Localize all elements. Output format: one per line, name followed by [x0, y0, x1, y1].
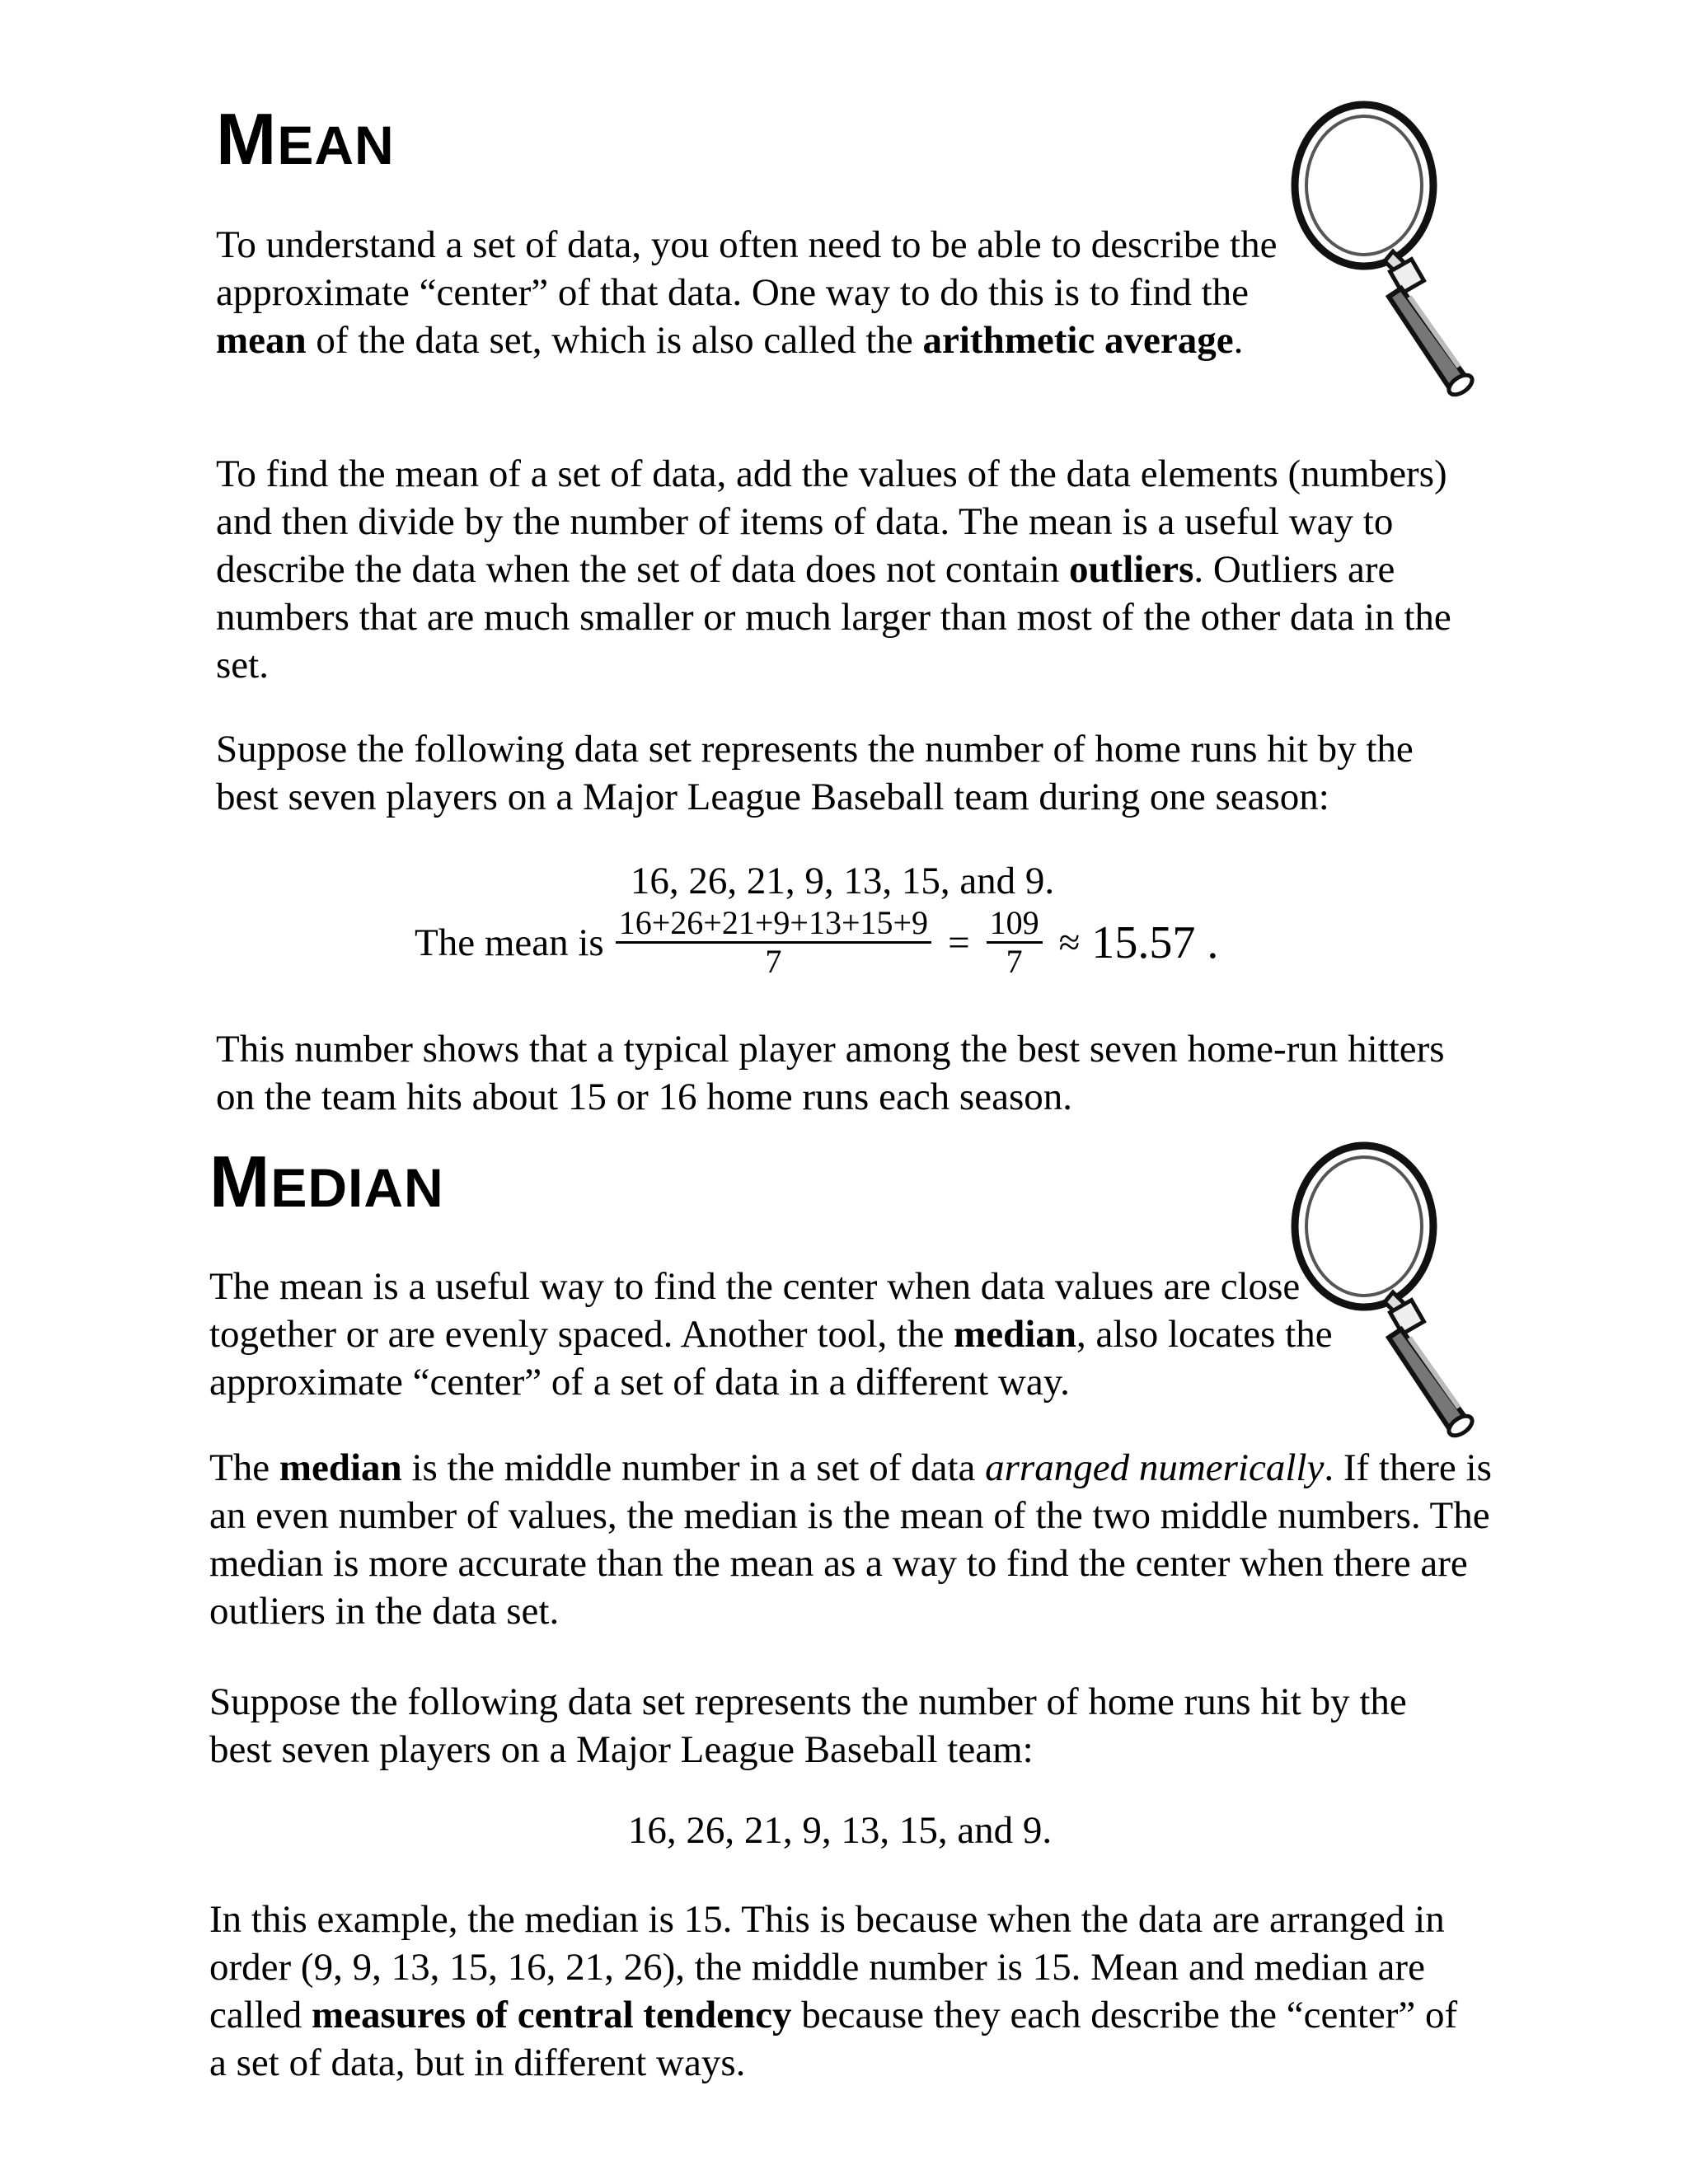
mean-result: 15.57 . — [1091, 916, 1219, 968]
median-data-set: 16, 26, 21, 9, 13, 15, and 9. — [627, 1809, 1053, 1852]
median-paragraph-2: The median is the middle number in a set of data arranged numerically. If there is an even number of values, the median is the mean of the two middle numbers. The median is more accurate than the mean as a way to find the center when there are outliers in the data set. — [209, 1446, 1492, 1633]
approx-sign: ≈ — [1058, 921, 1081, 964]
mean-heading: MEAN — [216, 98, 395, 180]
total-numerator: 109 — [987, 907, 1043, 944]
total-denominator: 7 — [1006, 943, 1023, 980]
median-heading: MEDIAN — [209, 1141, 444, 1222]
total-fraction — [987, 904, 1043, 980]
sum-numerator: 16+26+21+9+13+15+9 — [616, 907, 931, 944]
mean-data-set: 16, 26, 21, 9, 13, 15, and 9. — [630, 860, 1055, 902]
mean-paragraph-2: To find the mean of a set of data, add the values of the data elements (numbers) and then divide by the number of items of data. The mean is a useful way to describe the data when the set of data does not contain outliers. Outliers are numbers that are much smaller or much larger than most of the other data in the set. — [216, 452, 1451, 687]
mean-paragraph-1: To understand a set of data, you often need to be able to describe the approximate “center” of that data. One way to do this is to find the mean of the data set, which is also called the arithmetic average. — [216, 223, 1278, 362]
median-paragraph-4: In this example, the median is 15. This is because when the data are arranged in order (9, 9, 13, 15, 16, 21, 26), the middle number is 15. Mean and median are called measures of central tendency because they each describe the “center” of a set of data, but in different ways. — [209, 1898, 1458, 2084]
sum-fraction — [616, 904, 931, 980]
sum-denominator: 7 — [765, 943, 782, 980]
mean-paragraph-3: Suppose the following data set represents the number of home runs hit by the best seven players on a Major League Baseball team during one season: — [216, 728, 1414, 818]
median-paragraph-1: The mean is a useful way to find the center when data values are close together or are evenly spaced. Another tool, the median, also locates the approximate “center” of a set of data in a different way. — [209, 1265, 1333, 1404]
median-paragraph-3: Suppose the following data set represents the number of home runs hit by the best seven players on a Major League Baseball team: — [209, 1680, 1407, 1771]
mean-paragraph-4: This number shows that a typical player among the best seven home-run hitters on the team hits about 15 or 16 home runs each season. — [216, 1028, 1445, 1118]
equals-sign: = — [948, 921, 970, 964]
formula-lead: The mean is — [415, 921, 604, 964]
mean-formula — [415, 904, 1219, 980]
